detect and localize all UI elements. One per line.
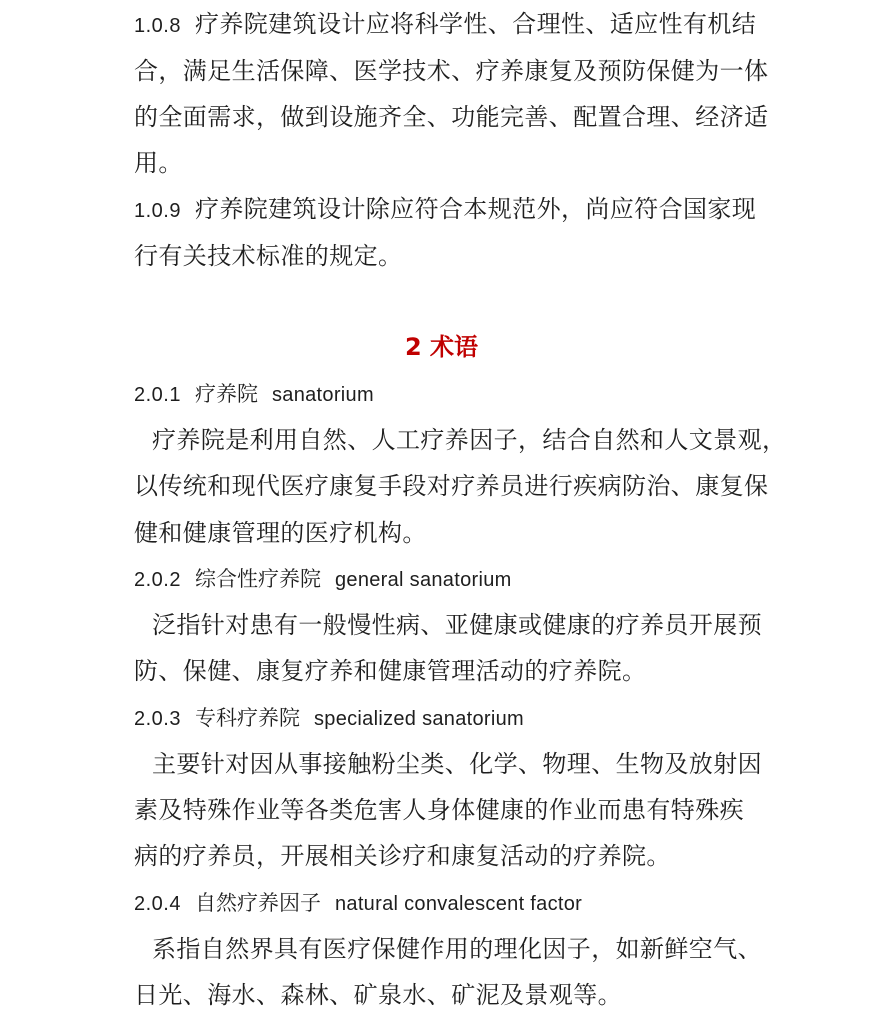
term-2-0-4-def-line-1: 系指自然界具有医疗保健作用的理化因子，如新鲜空气、 (152, 935, 762, 963)
clause-text: 疗养院建筑设计应将科学性、合理性、适应性有机结 (194, 10, 757, 38)
clause-1-0-8-line-3: 的全面需求，做到设施齐全、功能完善、配置合理、经济适 (134, 103, 769, 131)
term-2-0-2-def-line-1: 泛指针对患有一般慢性病、亚健康或健康的疗养员开展预 (152, 611, 762, 639)
term-2-0-1-title (134, 378, 774, 411)
term-chinese: 专科疗养院 (194, 706, 300, 730)
clause-1-0-8-line-4: 用。 (134, 149, 183, 177)
clause-1-0-9-line-1 (134, 193, 774, 227)
term-number: 2.0.3 (134, 708, 181, 730)
term-2-0-1-def-line-2: 以传统和现代医疗康复手段对疗养员进行疾病防治、康复保 (134, 472, 769, 500)
clause-1-0-8-line-2: 合，满足生活保障、医学技术、疗养康复及预防保健为一体 (134, 57, 769, 85)
term-english: natural convalescent factor (334, 893, 583, 915)
term-2-0-3-def-line-3: 病的疗养员，开展相关诊疗和康复活动的疗养院。 (134, 842, 671, 870)
clause-text: 疗养院建筑设计除应符合本规范外，尚应符合国家现 (194, 195, 757, 223)
term-chinese: 疗养院 (194, 382, 258, 406)
term-number: 2.0.2 (134, 569, 181, 591)
term-2-0-1-def-line-1: 疗养院是利用自然、人工疗养因子，结合自然和人文景观， (152, 426, 787, 454)
term-number: 2.0.1 (134, 384, 181, 406)
term-english: general sanatorium (334, 569, 512, 591)
clause-number: 1.0.9 (134, 200, 181, 222)
term-2-0-3-def-line-2: 素及特殊作业等各类危害人身体健康的作业而患有特殊疾 (134, 796, 744, 824)
term-english: specialized sanatorium (313, 708, 525, 730)
section-heading: 2 术语 (404, 333, 479, 361)
clause-1-0-8-line-1 (134, 8, 774, 42)
term-number: 2.0.4 (134, 893, 181, 915)
term-2-0-3-def-line-1: 主要针对因从事接触粉尘类、化学、物理、生物及放射因 (152, 750, 762, 778)
term-chinese: 综合性疗养院 (194, 567, 321, 591)
term-2-0-4-title (134, 887, 774, 920)
clause-number: 1.0.8 (134, 15, 181, 37)
term-chinese: 自然疗养因子 (194, 891, 321, 915)
term-2-0-2-title (134, 563, 774, 596)
term-2-0-4-def-line-2: 日光、海水、森林、矿泉水、矿泥及景观等。 (134, 981, 622, 1009)
term-english: sanatorium (271, 384, 374, 406)
term-2-0-2-def-line-2: 防、保健、康复疗养和健康管理活动的疗养院。 (134, 657, 647, 685)
term-2-0-3-title (134, 702, 774, 735)
term-2-0-1-def-line-3: 健和健康管理的医疗机构。 (134, 519, 427, 547)
clause-1-0-9-line-2: 行有关技术标准的规定。 (134, 242, 403, 270)
